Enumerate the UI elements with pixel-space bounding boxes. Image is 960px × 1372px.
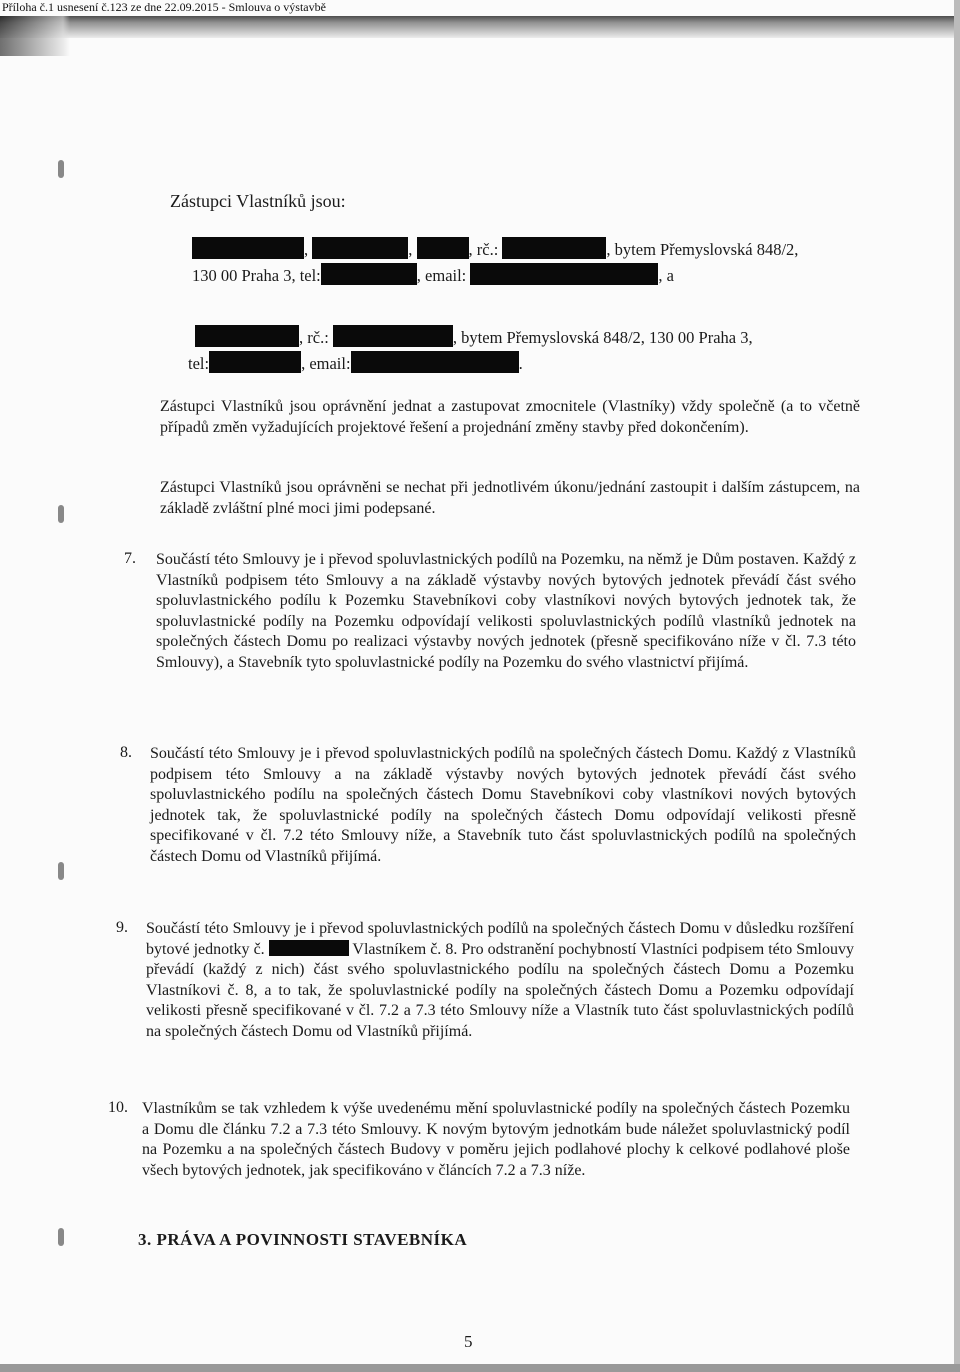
section-heading: 3. PRÁVA A POVINNOSTI STAVEBNÍKA: [138, 1230, 468, 1249]
item-number: 8.: [120, 744, 132, 761]
scan-mark: [58, 505, 64, 523]
redaction-box: [312, 237, 408, 259]
item-number: 10.: [108, 1099, 128, 1116]
scan-mark: [58, 160, 64, 178]
redaction-box: [502, 237, 606, 259]
item-8-text: Součástí této Smlouvy je i převod spoluvlastnických podílů na společných částech Domu. Každý z Vlastníků podpisem této Smlouvy a na základě výstavby nových bytových jednotek převádí část svého spoluvlastnického podílu na společných částech Domu Stavebníkovi coby vlastníkovi nových bytových jednotek tak, že spoluvlastnické podíly na společných částech Domu odpovídají velikosti přesně specifikované v čl. 7.2 této Smlouvy níže, a Stavebník tuto část spoluvlastnických podílů na společných částech Domu od Vlastníků přijímá.: [150, 745, 856, 865]
item-number: 9.: [116, 919, 128, 936]
representatives-intro: Zástupci Vlastníků jsou:: [170, 191, 346, 211]
header-line: Příloha č.1 usnesení č.123 ze dne 22.09.2015 - Smlouva o výstavbě: [2, 0, 326, 14]
redaction-box: [470, 263, 658, 285]
page-number: 5: [464, 1332, 473, 1351]
redaction-box: [209, 351, 301, 373]
representative-1-line-1: , , , rč.: , bytem Přemyslovská 848/2,: [192, 237, 872, 260]
item-9-text: Součástí této Smlouvy je i převod spoluvlastnických podílů na společných částech Domu v důsledku rozšíření bytové jednotky č. Vlastníkem č. 8. Pro odstranění pochybností Vlastníci podpisem této Smlouvy převádí (každý z nich) část svého spoluvlastnického podílu na společných částech Domu a Pozemku Vlastníkovi č. 8, a to tak, že spoluvlastnické podíly na společných částech Domu a Pozemku odpovídají velikosti přesně specifikované v čl. 7.2 a 7.3 této Smlouvy níže a Vlastník tuto část spoluvlastnických podílů na společných částech Domu od Vlastníků přijímá.: [146, 920, 854, 1040]
scan-edge-right: [954, 0, 960, 1372]
item-10-text: Vlastníkům se tak vzhledem k výše uvedenému mění spoluvlastnické podíly na společných částech Pozemku a Domu dle článku 7.2 a 7.3 této Smlouvy. K novým bytovým jednotkám bude náležet spoluvlastnický podíl na Pozemku a na společných částech Budovy v poměru jejich podlahové plochy k celkové podlahové ploše všech bytových jednotek, jak specifikováno v článcích 7.2 a 7.3 níže.: [142, 1100, 850, 1179]
representative-2-line-1: , rč.: , bytem Přemyslovská 848/2, 130 00 Praha 3,: [195, 325, 875, 348]
substitute-paragraph: Zástupci Vlastníků jsou oprávněni se nechat při jednotlivém úkonu/jednání zastoupit i dalším zástupcem, na základě zvláštní plné moci jimi podepsané.: [160, 479, 860, 517]
item-number: 7.: [124, 550, 136, 567]
redaction-box: [195, 325, 299, 347]
scan-shadow-top: [0, 16, 960, 38]
scan-shadow-corner: [0, 16, 70, 56]
redaction-box: [417, 237, 469, 259]
redaction-box: [269, 940, 349, 956]
redaction-box: [333, 325, 453, 347]
item-7-text: Součástí této Smlouvy je i převod spoluvlastnických podílů na Pozemku, na němž je Dům postaven. Každý z Vlastníků podpisem této Smlouvy a na základě výstavby nových bytových jednotek převádí část svého spoluvlastnického podílu k Pozemku Stavebníkovi coby vlastníkovi nových bytových jednotek tak, že spoluvlastnické podíly na Pozemku odpovídají velikosti spoluvlastnických podílů vlastníků jednotek na společných částech Domu po realizaci výstavby nových jednotek (přesně specifikováno níže v čl. 7.3 této Smlouvy), a Stavebník tyto spoluvlastnické podíly na Pozemku do svého vlastnictví přijímá.: [156, 551, 856, 671]
authority-paragraph: Zástupci Vlastníků jsou oprávnění jednat a zastupovat zmocnitele (Vlastníky) vždy společně (a to včetně případů změn vyžadujících projektové řešení a projednání změny stavby před dokončením).: [160, 398, 860, 436]
redaction-box: [351, 351, 519, 373]
scan-edge-bottom: [0, 1364, 960, 1372]
redaction-box: [192, 237, 304, 259]
representative-2-line-2: tel: , email: .: [188, 351, 868, 374]
scan-mark: [58, 1228, 64, 1246]
redaction-box: [321, 263, 417, 285]
representative-1-line-2: 130 00 Praha 3, tel: , email: , a: [192, 263, 872, 286]
scan-mark: [58, 862, 64, 880]
